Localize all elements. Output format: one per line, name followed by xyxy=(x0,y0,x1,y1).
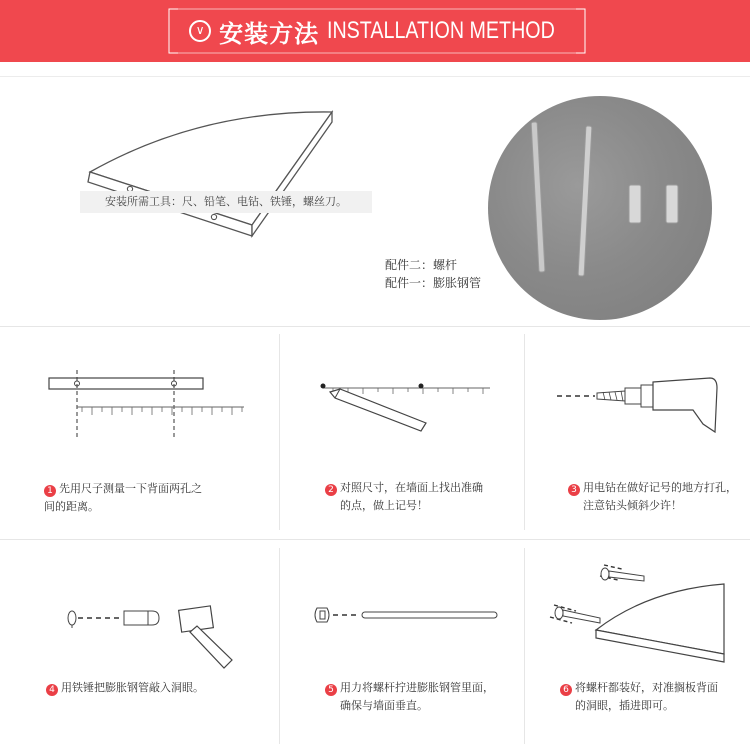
step2-line1: 对照尺寸，在墙面上找出准确 xyxy=(340,481,483,494)
step5-line1: 用力将螺杆拧进膨胀钢管里面， xyxy=(340,681,494,694)
step6-line1: 将螺杆都装好，对准搁板背面 xyxy=(575,681,718,694)
step4-caption xyxy=(46,679,204,697)
step5-line2: 确保与墙面垂直。 xyxy=(340,699,428,712)
grid-divider-top xyxy=(0,326,750,327)
part-one-label: 配件一：膨胀钢管 xyxy=(385,276,482,290)
step6-number-badge: 6 xyxy=(560,684,572,696)
step1-measure-illustration xyxy=(44,370,254,440)
grid-divider-v2 xyxy=(524,334,525,530)
step2-mark-illustration xyxy=(318,380,498,440)
header-title-group xyxy=(168,8,586,54)
part-two-label: 配件二：螺杆 xyxy=(385,258,458,272)
grid-divider-v4 xyxy=(524,548,525,744)
step4-hammer-illustration xyxy=(62,600,242,670)
header-banner xyxy=(0,0,750,62)
step1-number-badge: 1 xyxy=(44,485,56,497)
header-title-en: INSTALLATION METHOD xyxy=(327,17,555,44)
step1-line2: 间的距离。 xyxy=(44,500,99,513)
step3-line1: 用电钻在做好记号的地方打孔， xyxy=(583,481,737,494)
header-title-cn: 安装方法 xyxy=(219,19,320,48)
screw-rods-and-anchors xyxy=(488,96,712,320)
step5-caption xyxy=(325,679,494,715)
chevron-down-circle-icon: ∨ xyxy=(189,20,211,42)
step6-line2: 的洞眼，插进即可。 xyxy=(575,699,674,712)
accessories-photo xyxy=(488,96,712,320)
step2-line2: 的点，做上记号！ xyxy=(340,499,428,512)
step5-number-badge: 5 xyxy=(325,684,337,696)
step6-caption xyxy=(560,679,718,715)
step6-mount-illustration xyxy=(548,560,738,670)
step4-line1: 用铁锤把膨胀钢管敲入洞眼。 xyxy=(61,681,204,694)
step3-line2: 注意钻头倾斜少许！ xyxy=(583,499,682,512)
step2-number-badge: 2 xyxy=(325,484,337,496)
step4-number-badge: 4 xyxy=(46,684,58,696)
corner-shelf-illustration xyxy=(80,100,340,240)
step1-caption xyxy=(44,480,202,516)
step3-drill-illustration xyxy=(555,372,725,442)
step2-caption xyxy=(325,479,483,515)
required-tools-note: 安装所需工具：尺、铅笔、电钻、铁锤，螺丝刀。 xyxy=(80,191,372,213)
step3-number-badge: 3 xyxy=(568,484,580,496)
step3-caption xyxy=(568,479,737,515)
step1-line1: 先用尺子测量一下背面两孔之 xyxy=(59,482,202,495)
grid-divider-middle xyxy=(0,539,750,540)
grid-divider-v1 xyxy=(279,334,280,530)
step5-screw-illustration xyxy=(313,602,503,632)
grid-divider-v3 xyxy=(279,548,280,744)
